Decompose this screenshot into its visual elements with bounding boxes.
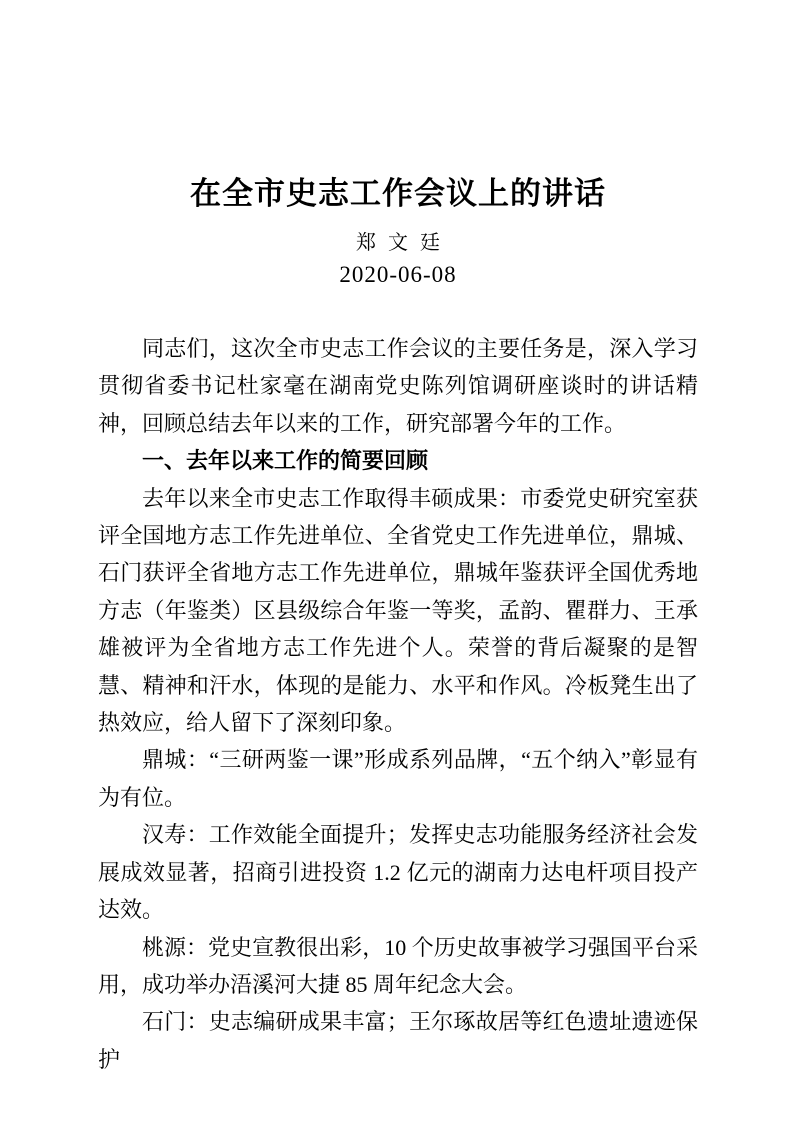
paragraph-intro: 同志们，这次全市史志工作会议的主要任务是，深入学习贯彻省委书记杜家毫在湖南党史陈列馆调研座谈时的讲话精神，回顾总结去年以来的工作，研究部署今年的工作。: [98, 336, 698, 436]
paragraph-taoyuan: 桃源：党史宣教很出彩，10 个历史故事被学习强国平台采用，成功举办浯溪河大捷 85 周年纪念大会。: [98, 934, 698, 997]
document-title: 在全市史志工作会议上的讲话: [190, 176, 606, 211]
author-name: 郑文廷: [356, 232, 452, 254]
section-heading-review: 一、去年以来工作的简要回顾: [142, 448, 429, 474]
paragraph-hanshou: 汉寿：工作效能全面提升；发挥史志功能服务经济社会发展成效显著，招商引进投资 1.2 亿元的湖南力达电杆项目投产达效。: [98, 822, 698, 923]
document-date: 2020-06-08: [339, 262, 457, 287]
paragraph-dingcheng: 鼎城：“三研两鉴一课”形成系列品牌，“五个纳入”彰显有为有位。: [98, 747, 698, 810]
paragraph-achievements: 去年以来全市史志工作取得丰硕成果：市委党史研究室获评全国地方志工作先进单位、全省党史工作先进单位，鼎城、石门获评全省地方志工作先进单位，鼎城年鉴获评全国优秀地方志（年鉴类）区县级综合年鉴一等奖，孟韵、瞿群力、王承雄被评为全省地方志工作先进个人。荣誉的背后凝聚的是智慧、精神和汗水，体现的是能力、水平和作风。冷板凳生出了热效应，给人留下了深刻印象。: [98, 485, 698, 736]
paragraph-shimen: 石门：史志编研成果丰富；王尔琢故居等红色遗址遗迹保护: [98, 1009, 698, 1072]
document-body: [98, 330, 698, 1078]
